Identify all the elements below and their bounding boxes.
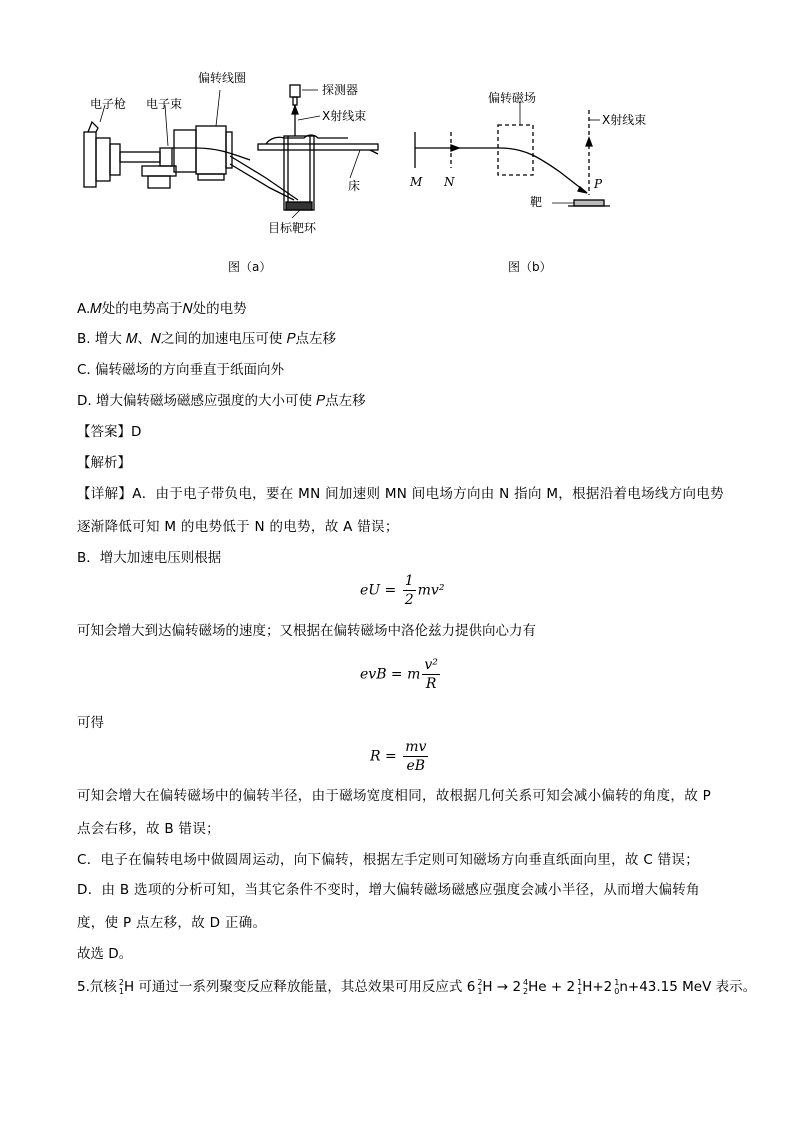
h-mass: 1 [577, 978, 583, 987]
he-mass: 4 [523, 978, 529, 987]
label-N: N [444, 175, 455, 189]
label-target: 靶 [530, 195, 543, 209]
equation-2 [360, 656, 442, 693]
answer-value: D [131, 424, 142, 440]
label-field: 偏转磁场 [488, 91, 537, 105]
label-coil: 偏转线圈 [198, 71, 247, 85]
caption-a: 图（a） [228, 260, 272, 274]
detector-icon [290, 85, 300, 97]
eq1-right: mv² [417, 582, 445, 599]
question-5 [77, 975, 756, 996]
caption-b: 图（b） [508, 260, 552, 274]
q5-suffix: n+43.15 MeV 表示。 [619, 979, 757, 995]
gun-plate-icon [84, 132, 96, 187]
eq1-fraction [403, 572, 416, 609]
eq3-num: mv [405, 739, 427, 755]
label-ring: 目标靶环 [268, 221, 317, 235]
label-xray-b: X射线束 [602, 113, 647, 127]
target-icon [574, 200, 604, 206]
eq3-den: eB [406, 758, 426, 774]
q5-eq1: H → 2 [482, 979, 522, 995]
option-b: B. 增大 𝑀、𝑁之间的加速电压可使 𝑃点左移 [77, 331, 337, 347]
detail-d: D．由 B 选项的分析可知，当其它条件不变时，增大偏转磁场磁感应强度会减小半径，从而增大偏转角度，使 P 点左移，故 D 正确。 [77, 882, 700, 931]
label-P: P [594, 177, 603, 191]
figure-svg [70, 60, 750, 295]
coil-icon [174, 130, 196, 172]
detail-c: C．电子在偏转电场中做圆周运动，向下偏转，根据左手定则可知磁场方向垂直纸面向里，故 C 错误； [77, 852, 700, 868]
label-xray-a: X射线束 [322, 109, 367, 123]
answer-tag: 【答案】 [77, 424, 131, 440]
iso-num: 1 [118, 987, 124, 996]
bed-icon [258, 144, 378, 150]
option-a: A.𝑀处的电势高于𝑁处的电势 [77, 301, 247, 317]
eq2-num: v² [424, 657, 438, 673]
detail-b-mid: 可知会增大到达偏转磁场的速度；又根据在偏转磁场中洛伦兹力提供向心力有 [77, 623, 536, 639]
q5-eq3: H+2 [582, 979, 613, 995]
label-detector: 探测器 [322, 83, 359, 97]
label-M: M [410, 175, 423, 189]
eq2-fraction [422, 656, 440, 693]
analysis-tag: 【解析】 [77, 455, 131, 471]
iso-mass: 2 [118, 978, 124, 987]
label-bed: 床 [348, 179, 361, 193]
eq1-den: 2 [404, 592, 414, 608]
q5-mid: H 可通过一系列聚变反应释放能量，其总效果可用反应式 6 [123, 979, 476, 995]
n-mass: 1 [614, 978, 620, 987]
h-num: 1 [577, 987, 583, 996]
eq2-den: R [425, 676, 437, 692]
iso-num-2: 1 [477, 987, 483, 996]
answer-line [77, 423, 141, 441]
equation-1 [360, 572, 444, 609]
equation-3 [370, 738, 430, 775]
detail-b-intro: B．增大加速电压则根据 [77, 550, 222, 566]
eq2-left: evB = m [360, 666, 421, 683]
option-c: C. 偏转磁场的方向垂直于纸面向外 [77, 362, 285, 378]
eq3-left: R = [370, 748, 397, 765]
eq3-fraction [403, 738, 428, 775]
q5-eq2: He + 2 [528, 979, 576, 995]
label-gun: 电子枪 [90, 97, 127, 111]
figure [70, 60, 750, 295]
figure-a-diagram [84, 85, 378, 218]
eq1-num: 1 [404, 573, 414, 589]
q5-prefix: 5.氘核 [77, 979, 117, 995]
eq1-left: eU = [360, 582, 397, 599]
detail-b-conclusion: 可知会增大在偏转磁场中的偏转半径，由于磁场宽度相同，故根据几何关系可知会减小偏转的角度，故 P 点会右移，故 B 错误； [77, 788, 712, 837]
n-num: 0 [614, 987, 620, 996]
iso-mass-2: 2 [477, 978, 483, 987]
detail-choose: 故选 D。 [77, 946, 133, 962]
detail-b-get: 可得 [77, 715, 104, 731]
option-d: D. 增大偏转磁场磁感应强度的大小可使 𝑃点左移 [77, 393, 366, 409]
label-beam: 电子束 [146, 97, 183, 111]
he-num: 2 [523, 987, 529, 996]
figure-b-diagram [415, 102, 610, 206]
detail-a: 【详解】A．由于电子带负电，要在 MN 间加速则 MN 间电场方向由 N 指向 M，根据沿着电场线方向电势逐渐降低可知 M 的电势低于 N 的电势，故 A 错误； [77, 486, 724, 535]
